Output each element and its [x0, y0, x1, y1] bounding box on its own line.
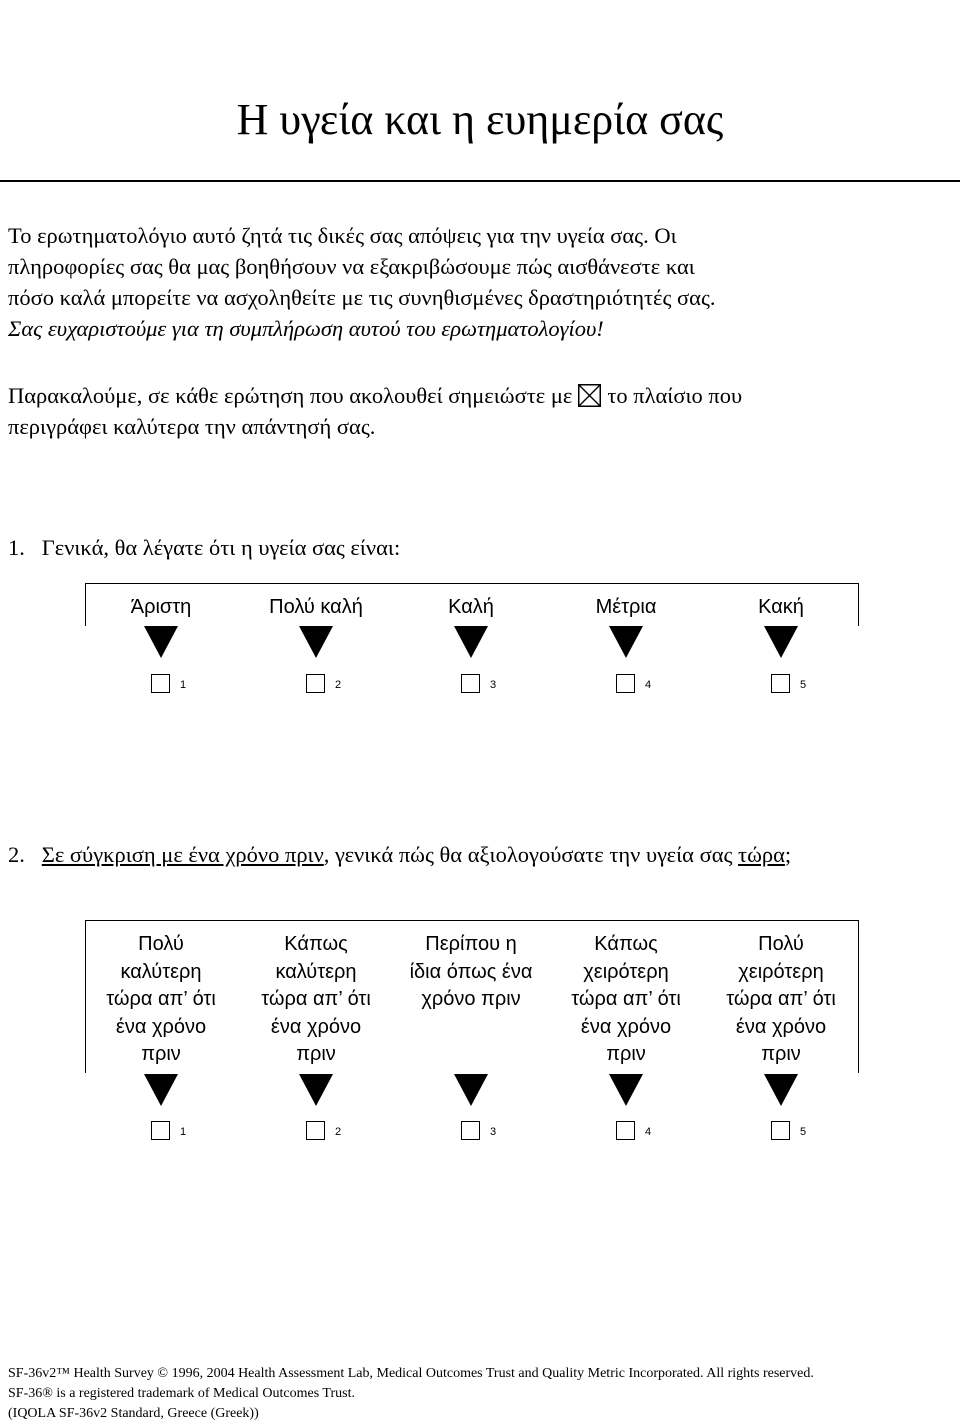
option-label-line: Κάπως	[284, 933, 348, 955]
answer-checkbox[interactable]	[771, 1121, 790, 1140]
question-1	[8, 532, 400, 563]
option-code: 1	[180, 1126, 187, 1138]
question-emphasis: Σε σύγκριση με ένα χρόνο πριν	[41, 842, 324, 867]
answer-checkbox[interactable]	[461, 1121, 480, 1140]
down-arrow-icon	[144, 1074, 178, 1106]
answer-checkbox[interactable]	[461, 674, 480, 693]
option-code: 2	[335, 1126, 342, 1138]
option-label	[706, 594, 856, 622]
instructions-paragraph	[8, 380, 953, 442]
option-label	[86, 931, 236, 1069]
answer-checkbox[interactable]	[151, 1121, 170, 1140]
title-divider	[0, 180, 960, 182]
option-label-line: τώρα απ’ ότι	[261, 988, 371, 1010]
option-label-line: πριν	[761, 1043, 801, 1065]
page-title: Η υγεία και η ευημερία σας	[236, 95, 724, 144]
down-arrow-icon	[299, 626, 333, 658]
option-label-line: ένα χρόνο	[735, 1015, 827, 1038]
answer-checkbox[interactable]	[151, 674, 170, 693]
option-code: 4	[645, 1126, 652, 1138]
answer-checkbox[interactable]	[306, 1121, 325, 1140]
option-label-line: χειρότερη	[738, 960, 824, 983]
option-label	[241, 594, 391, 622]
version-line: (IQOLA SF-36v2 Standard, Greece (Greek))	[8, 1406, 259, 1421]
option-code: 2	[335, 679, 342, 691]
intro-line: πόσο καλά μπορείτε να ασχοληθείτε με τις συνηθισμένες δραστηριότητές σας.	[8, 285, 716, 310]
option-label	[396, 931, 546, 1014]
option-label-line: Περίπου η	[425, 933, 517, 955]
intro-line: Το ερωτηματολόγιο αυτό ζητά τις δικές σας απόψεις για την υγεία σας. Οι	[8, 223, 677, 248]
answer-checkbox[interactable]	[616, 674, 635, 693]
option-label	[706, 931, 856, 1069]
option-label	[551, 931, 701, 1069]
option-label-line: Μέτρια	[595, 596, 657, 618]
option-label-line: ένα χρόνο	[115, 1015, 207, 1038]
trademark-line: SF-36® is a registered trademark of Medical Outcomes Trust.	[8, 1386, 355, 1401]
option-label-line: χρόνο πριν	[421, 988, 521, 1010]
option-code: 5	[800, 1126, 807, 1138]
option-label	[86, 594, 236, 622]
option-code: 3	[490, 679, 497, 691]
option-label-line: ένα χρόνο	[270, 1015, 362, 1038]
question-number: 2.	[8, 842, 25, 867]
question-text: Γενικά, θα λέγατε ότι η υγεία σας είναι:	[41, 535, 401, 560]
question-emphasis: τώρα	[738, 842, 785, 867]
down-arrow-icon	[764, 1074, 798, 1106]
option-label-line: πριν	[296, 1043, 336, 1065]
down-arrow-icon	[454, 1074, 488, 1106]
option-label-line: πριν	[606, 1043, 646, 1065]
option-label-line: τώρα απ’ ότι	[571, 988, 681, 1010]
footer	[8, 1364, 953, 1424]
option-code: 5	[800, 679, 807, 691]
down-arrow-icon	[144, 626, 178, 658]
option-label-line: Κακή	[758, 596, 804, 618]
option-label-line: Κάπως	[594, 933, 658, 955]
down-arrow-icon	[609, 626, 643, 658]
option-label-line: Καλή	[448, 596, 494, 618]
option-label-line: τώρα απ’ ότι	[726, 988, 836, 1010]
option-code: 4	[645, 679, 652, 691]
down-arrow-icon	[609, 1074, 643, 1106]
option-label-line: Πολύ καλή	[269, 596, 363, 618]
option-label	[241, 931, 391, 1069]
instructions-line	[8, 380, 953, 411]
option-code: 3	[490, 1126, 497, 1138]
instructions-text: Παρακαλούμε, σε κάθε ερώτηση που ακολουθεί σημειώστε με	[8, 383, 573, 408]
answer-checkbox[interactable]	[306, 674, 325, 693]
answer-checkbox[interactable]	[616, 1121, 635, 1140]
question-2	[8, 839, 928, 870]
down-arrow-icon	[764, 626, 798, 658]
answer-checkbox[interactable]	[771, 674, 790, 693]
question-text: ;	[784, 842, 792, 867]
option-label-line: καλύτερη	[275, 960, 357, 983]
intro-line: πληροφορίες σας θα μας βοηθήσουν να εξακριβώσουμε πώς αισθάνεστε και	[8, 254, 695, 279]
question-number: 1.	[8, 535, 25, 560]
option-label-line: πριν	[141, 1043, 181, 1065]
option-label	[396, 594, 546, 622]
down-arrow-icon	[299, 1074, 333, 1106]
question-text: , γενικά πώς θα αξιολογούσατε την υγεία σας	[323, 842, 739, 867]
option-label	[551, 594, 701, 622]
down-arrow-icon	[454, 626, 488, 658]
option-label-line: χειρότερη	[583, 960, 669, 983]
option-label-line: καλύτερη	[120, 960, 202, 983]
instructions-text: το πλαίσιο που	[607, 383, 743, 408]
option-label-line: Πολύ	[758, 933, 804, 955]
instructions-line: περιγράφει καλύτερα την απάντησή σας.	[8, 414, 376, 439]
option-label-line: τώρα απ’ ότι	[106, 988, 216, 1010]
checked-box-icon	[578, 384, 601, 407]
option-label-line: ένα χρόνο	[580, 1015, 672, 1038]
copyright-line: SF-36v2™ Health Survey © 1996, 2004 Health Assessment Lab, Medical Outcomes Trust and Quality Metric Incorporated. All rights reserved.	[8, 1366, 814, 1381]
option-label-line: Άριστη	[130, 596, 192, 618]
option-label-line: Πολύ	[138, 933, 184, 955]
intro-paragraph	[8, 220, 953, 344]
option-label-line: ίδια όπως ένα	[409, 960, 533, 983]
option-code: 1	[180, 679, 187, 691]
intro-thanks: Σας ευχαριστούμε για τη συμπλήρωση αυτού του ερωτηματολογίου!	[8, 316, 604, 341]
